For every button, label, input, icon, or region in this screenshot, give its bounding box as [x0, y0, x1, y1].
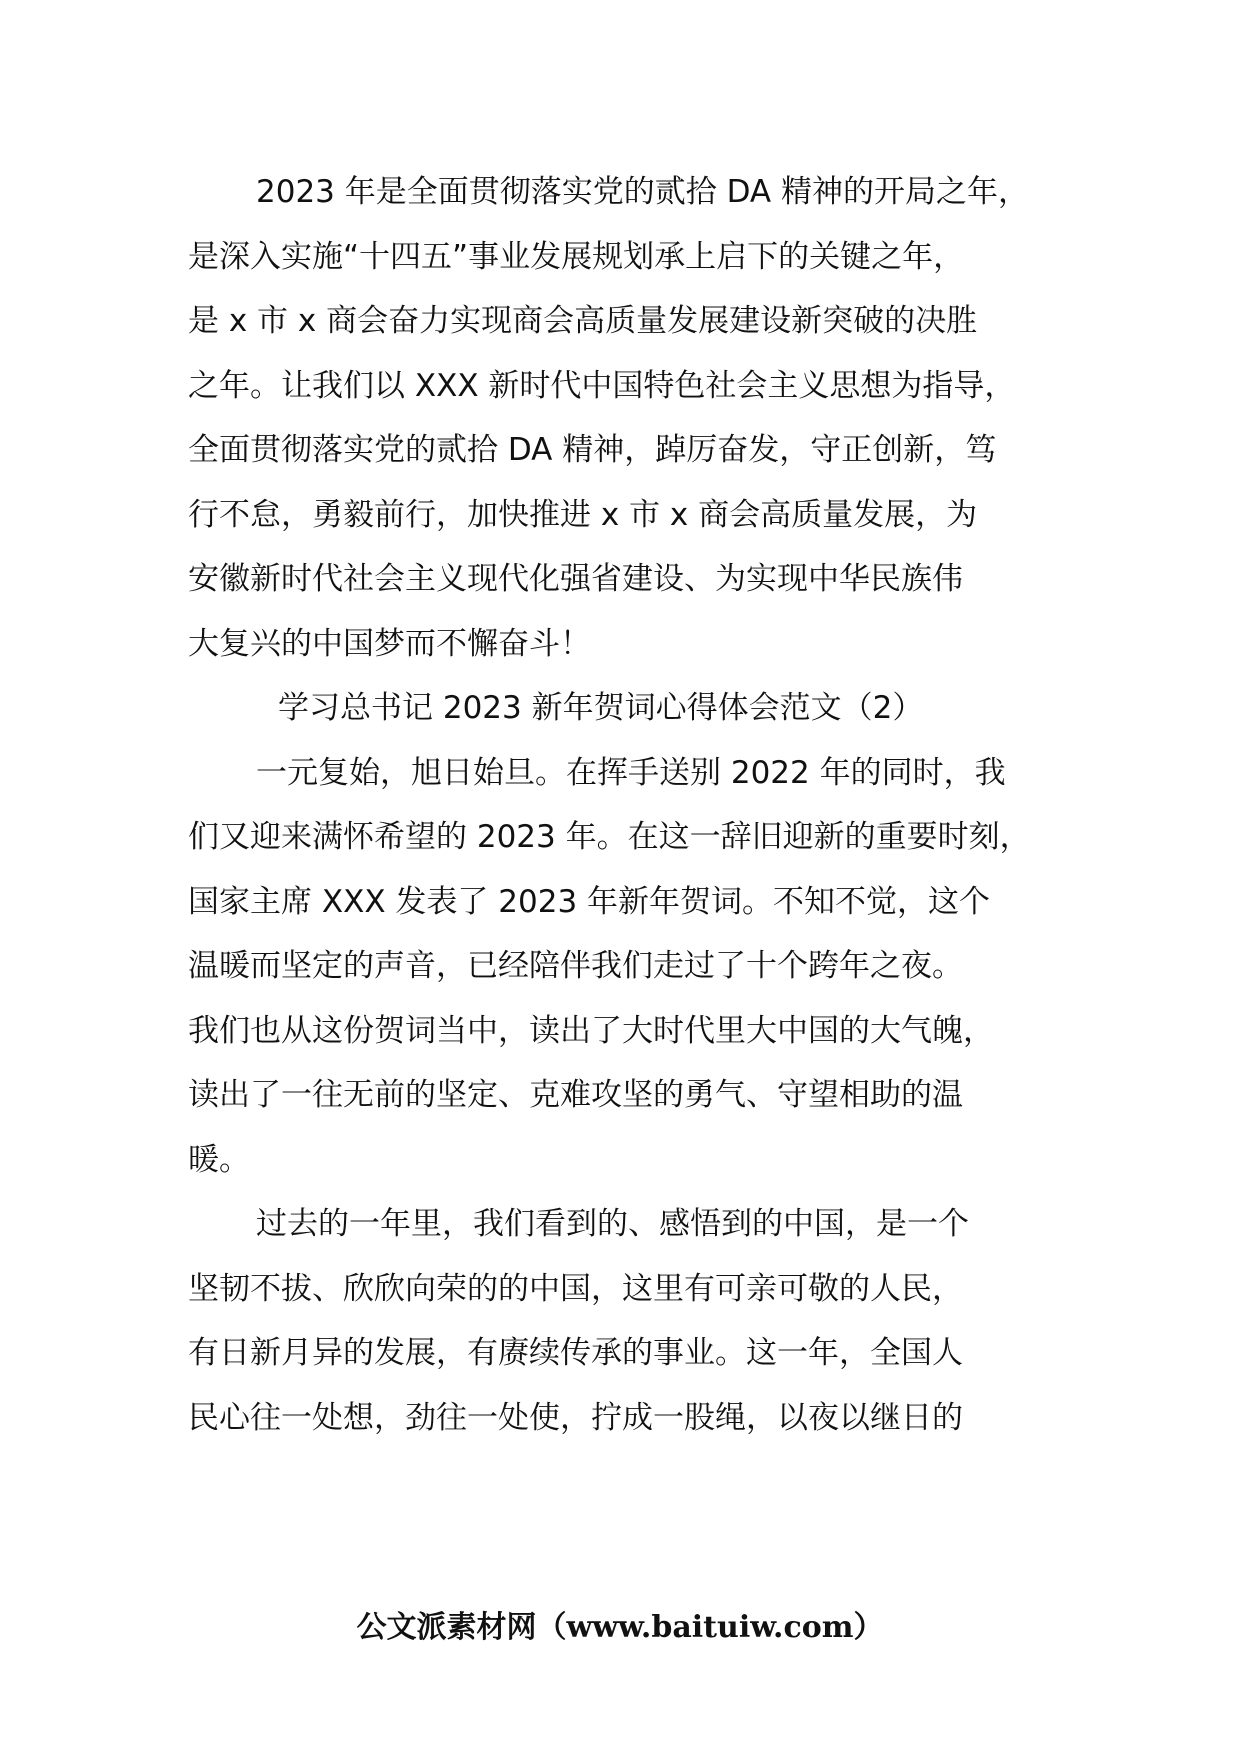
text-line: 民心往一处想，劲往一处使，拧成一股绳，以夜以继日的 — [188, 1399, 963, 1436]
text-line: 全面贯彻落实党的贰拾 DA 精神，踔厉奋发，守正创新，笃 — [188, 432, 997, 468]
text-line: 过去的一年里，我们看到的、感悟到的中国，是一个 — [256, 1206, 969, 1242]
text-line: 2023 年是全面贯彻落实党的贰拾 DA 精神的开局之年， — [256, 174, 1029, 210]
text-line: 坚韧不拔、欣欣向荣的的中国，这里有可亲可敬的人民， — [188, 1270, 963, 1307]
text-line: 温暖而坚定的声音，已经陪伴我们走过了十个跨年之夜。 — [188, 948, 963, 984]
text-line: 有日新月异的发展，有赓续传承的事业。这一年，全国人 — [188, 1335, 963, 1371]
document-body — [188, 160, 1088, 1450]
text-line: 安徽新时代社会主义现代化强省建设、为实现中华民族伟 — [188, 561, 963, 597]
paragraph-3 — [188, 1192, 1088, 1450]
text-line: 读出了一往无前的坚定、克难攻坚的勇气、守望相助的温 — [188, 1077, 963, 1113]
text-line: 是 x 市 x 商会奋力实现商会高质量发展建设新突破的决胜 — [188, 303, 978, 339]
text-line: 一元复始，旭日始旦。在挥手送别 2022 年的同时，我 — [256, 754, 1006, 791]
paragraph-1 — [188, 160, 1088, 676]
text-line: 行不怠，勇毅前行，加快推进 x 市 x 商会高质量发展，为 — [188, 496, 978, 533]
text-line: 是深入实施“十四五”事业发展规划承上启下的关键之年， — [188, 238, 965, 275]
text-line: 们又迎来满怀希望的 2023 年。在这一辞旧迎新的重要时刻， — [188, 819, 1031, 855]
text-line: 大复兴的中国梦而不懈奋斗！ — [188, 625, 591, 662]
page-footer: 公文派素材网（www.baituiw.com） — [356, 1610, 884, 1645]
section-heading: 学习总书记 2023 新年贺词心得体会范文（2） — [278, 690, 924, 726]
text-line: 暖。 — [188, 1141, 250, 1178]
paragraph-2 — [188, 741, 1088, 1193]
text-line: 国家主席 XXX 发表了 2023 年新年贺词。不知不觉，这个 — [188, 883, 991, 920]
text-line: 我们也从这份贺词当中，读出了大时代里大中国的大气魄， — [188, 1012, 994, 1049]
text-line: 之年。让我们以 XXX 新时代中国特色社会主义思想为指导， — [188, 367, 1016, 404]
